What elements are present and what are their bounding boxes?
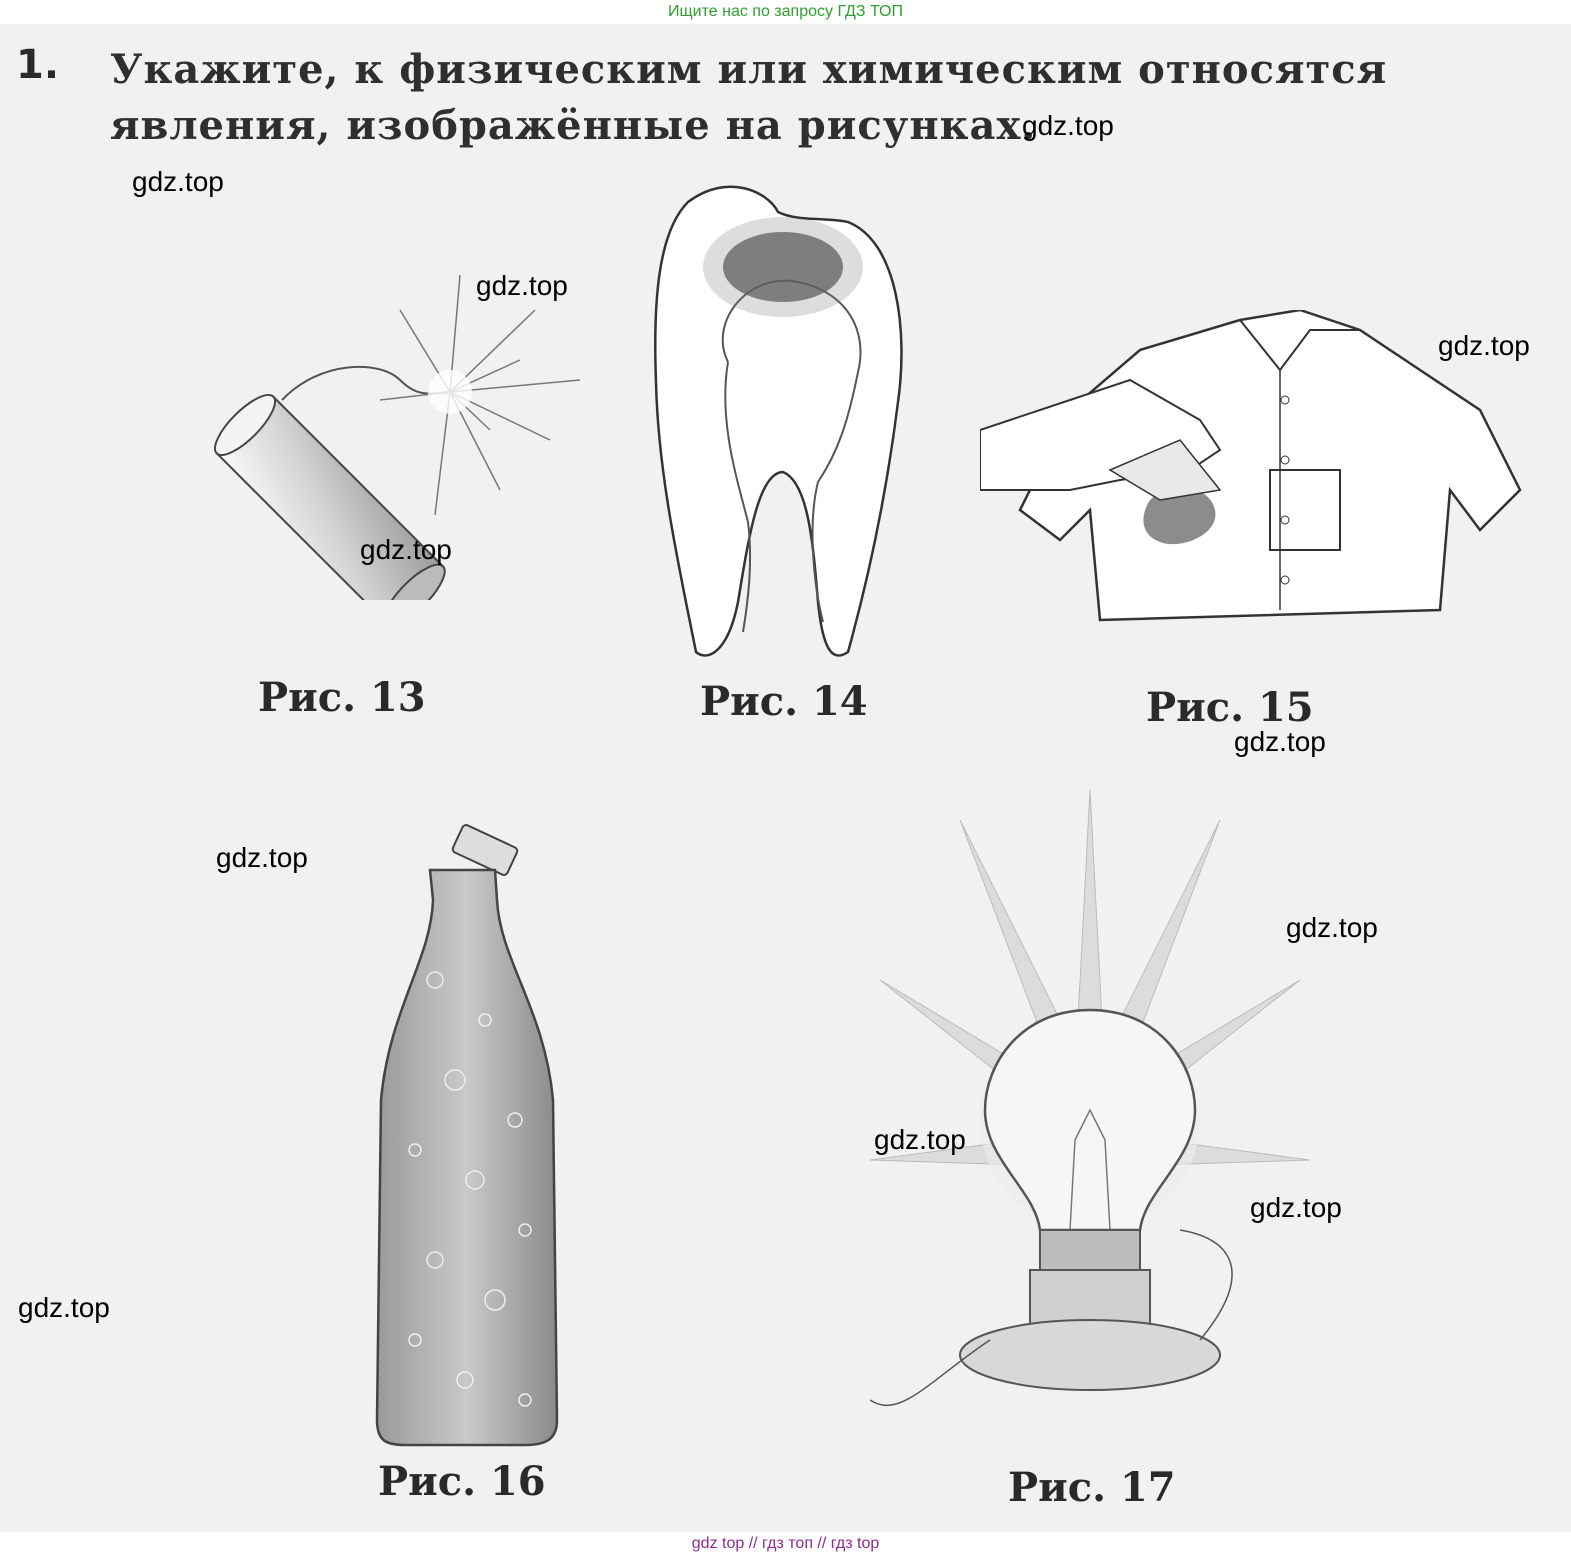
watermark: gdz.top	[874, 1124, 966, 1155]
watermark: gdz.top	[216, 842, 308, 873]
watermark: gdz.top	[360, 534, 452, 565]
figure-caption-16: Рис. 16	[378, 1458, 546, 1505]
tooth-icon	[648, 182, 918, 662]
watermark: gdz.top	[476, 270, 568, 301]
light-bulb-icon	[870, 780, 1310, 1430]
watermark: gdz.top	[18, 1292, 110, 1323]
watermark: gdz.top	[1022, 110, 1114, 141]
watermark: gdz.top	[1438, 330, 1530, 361]
watermark: gdz.top	[1234, 726, 1326, 757]
figure-caption-15: Рис. 15	[1146, 684, 1314, 731]
watermark: gdz.top	[132, 166, 224, 197]
task-text: Укажите, к физическим или химическим относятся явления, изображённые на рисунках.	[110, 46, 1388, 149]
top-banner[interactable]: Ищите нас по запросу ГДЗ ТОП	[0, 0, 1571, 24]
figure-caption-17: Рис. 17	[1008, 1464, 1176, 1511]
task-number: 1.	[16, 42, 60, 88]
bottle-icon	[375, 800, 565, 1450]
figure-caption-14: Рис. 14	[700, 678, 868, 725]
watermark: gdz.top	[1250, 1192, 1342, 1223]
firecracker-icon	[70, 270, 590, 600]
watermark: gdz.top	[1286, 912, 1378, 943]
footer-links[interactable]: gdz top // гдз топ // гдз top	[0, 1532, 1571, 1556]
figure-caption-13: Рис. 13	[258, 674, 426, 721]
